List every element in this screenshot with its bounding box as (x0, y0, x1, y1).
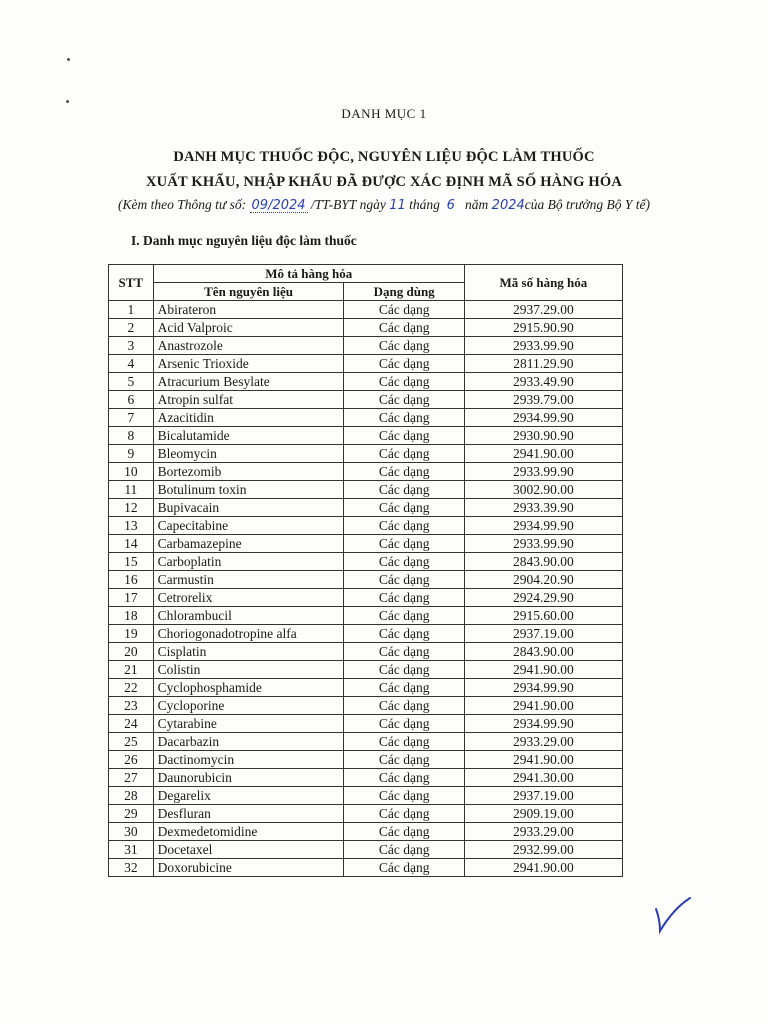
row-form: Các dạng (344, 715, 464, 733)
row-stt: 25 (109, 733, 154, 751)
row-code: 2930.90.90 (464, 427, 622, 445)
row-stt: 8 (109, 427, 154, 445)
row-stt: 30 (109, 823, 154, 841)
subtitle-suffix1: /TT-BYT ngày (310, 197, 386, 212)
row-stt: 32 (109, 859, 154, 877)
row-form: Các dạng (344, 679, 464, 697)
row-name: Anastrozole (153, 337, 344, 355)
row-name: Cycloporine (153, 697, 344, 715)
subtitle-suffix2: của Bộ trưởng Bộ Y tế) (524, 197, 650, 212)
row-form: Các dạng (344, 535, 464, 553)
row-code: 2915.60.00 (464, 607, 622, 625)
row-form: Các dạng (344, 427, 464, 445)
row-code: 2937.29.00 (464, 301, 622, 319)
subtitle-prefix: (Kèm theo Thông tư số: (118, 197, 247, 212)
table-row (109, 679, 623, 697)
row-stt: 6 (109, 391, 154, 409)
circular-number: 09/2024 (251, 198, 306, 213)
row-stt: 15 (109, 553, 154, 571)
row-form: Các dạng (344, 733, 464, 751)
row-form: Các dạng (344, 823, 464, 841)
row-name: Dexmedetomidine (153, 823, 344, 841)
row-stt: 3 (109, 337, 154, 355)
row-stt: 21 (109, 661, 154, 679)
section-heading: I. Danh mục nguyên liệu độc làm thuốc (131, 233, 357, 248)
row-stt: 19 (109, 625, 154, 643)
table-row (109, 607, 623, 625)
row-name: Bortezomib (153, 463, 344, 481)
table-row (109, 391, 623, 409)
row-form: Các dạng (344, 769, 464, 787)
row-form: Các dạng (344, 391, 464, 409)
table-row (109, 733, 623, 751)
row-code: 2941.90.00 (464, 859, 622, 877)
row-code: 3002.90.00 (464, 481, 622, 499)
row-form: Các dạng (344, 751, 464, 769)
row-code: 2915.90.90 (464, 319, 622, 337)
row-name: Capecitabine (153, 517, 344, 535)
table-row (109, 661, 623, 679)
scan-speck (66, 100, 69, 103)
row-code: 2941.90.00 (464, 445, 622, 463)
row-stt: 2 (109, 319, 154, 337)
row-code: 2924.29.90 (464, 589, 622, 607)
row-name: Chlorambucil (153, 607, 344, 625)
row-name: Acid Valproic (153, 319, 344, 337)
row-form: Các dạng (344, 445, 464, 463)
row-name: Daunorubicin (153, 769, 344, 787)
row-code: 2933.99.90 (464, 535, 622, 553)
table-row (109, 337, 623, 355)
table-row (109, 751, 623, 769)
row-code: 2933.29.00 (464, 823, 622, 841)
header-code: Mã số hàng hóa (464, 265, 622, 301)
header-description: Mô tả hàng hóa (153, 265, 464, 283)
row-form: Các dạng (344, 553, 464, 571)
table-row (109, 463, 623, 481)
row-code: 2932.99.00 (464, 841, 622, 859)
row-stt: 18 (109, 607, 154, 625)
row-name: Bleomycin (153, 445, 344, 463)
row-code: 2933.39.90 (464, 499, 622, 517)
table-row (109, 787, 623, 805)
row-code: 2941.90.00 (464, 751, 622, 769)
document-title-line1: DANH MỤC THUỐC ĐỘC, NGUYÊN LIỆU ĐỘC LÀM THUỐC (173, 149, 595, 165)
row-name: Atracurium Besylate (153, 373, 344, 391)
row-code: 2909.19.00 (464, 805, 622, 823)
row-name: Carmustin (153, 571, 344, 589)
row-form: Các dạng (344, 319, 464, 337)
table-body (109, 301, 623, 877)
table-row (109, 625, 623, 643)
table-row (109, 589, 623, 607)
row-code: 2941.90.00 (464, 661, 622, 679)
row-stt: 12 (109, 499, 154, 517)
row-code: 2933.29.00 (464, 733, 622, 751)
row-code: 2933.99.90 (464, 337, 622, 355)
row-form: Các dạng (344, 787, 464, 805)
row-name: Abirateron (153, 301, 344, 319)
row-name: Carbamazepine (153, 535, 344, 553)
table-row (109, 409, 623, 427)
row-stt: 27 (109, 769, 154, 787)
row-name: Bupivacain (153, 499, 344, 517)
row-name: Desfluran (153, 805, 344, 823)
header-name: Tên nguyên liệu (153, 283, 344, 301)
scan-speck (67, 58, 70, 61)
row-stt: 13 (109, 517, 154, 535)
row-stt: 4 (109, 355, 154, 373)
row-stt: 24 (109, 715, 154, 733)
table-row (109, 805, 623, 823)
year-label: năm (465, 197, 489, 212)
row-code: 2941.90.00 (464, 697, 622, 715)
table-row (109, 841, 623, 859)
row-stt: 22 (109, 679, 154, 697)
row-name: Arsenic Trioxide (153, 355, 344, 373)
header-stt: STT (109, 265, 154, 301)
row-stt: 23 (109, 697, 154, 715)
table-header-row (109, 265, 623, 283)
row-code: 2933.99.90 (464, 463, 622, 481)
row-name: Atropin sulfat (153, 391, 344, 409)
table-row (109, 697, 623, 715)
row-code: 2937.19.00 (464, 787, 622, 805)
table-row (109, 553, 623, 571)
row-name: Cytarabine (153, 715, 344, 733)
row-code: 2934.99.90 (464, 679, 622, 697)
row-code: 2933.49.90 (464, 373, 622, 391)
table-row (109, 301, 623, 319)
row-form: Các dạng (344, 337, 464, 355)
checkmark-icon (650, 895, 694, 935)
row-form: Các dạng (344, 859, 464, 877)
row-stt: 17 (109, 589, 154, 607)
issue-day: 11 (389, 198, 406, 213)
row-name: Cetrorelix (153, 589, 344, 607)
table-row (109, 643, 623, 661)
row-name: Azacitidin (153, 409, 344, 427)
table-row (109, 319, 623, 337)
row-form: Các dạng (344, 409, 464, 427)
row-form: Các dạng (344, 643, 464, 661)
table-row (109, 427, 623, 445)
row-code: 2941.30.00 (464, 769, 622, 787)
row-code: 2843.90.00 (464, 643, 622, 661)
row-form: Các dạng (344, 481, 464, 499)
issue-year: 2024 (491, 198, 525, 213)
header-form: Dạng dùng (344, 283, 464, 301)
row-code: 2934.99.90 (464, 409, 622, 427)
catalog-number: DANH MỤC 1 (341, 106, 427, 121)
row-name: Cisplatin (153, 643, 344, 661)
row-form: Các dạng (344, 571, 464, 589)
row-stt: 20 (109, 643, 154, 661)
table-row (109, 373, 623, 391)
table-row (109, 715, 623, 733)
table-row (109, 823, 623, 841)
row-form: Các dạng (344, 463, 464, 481)
month-label: tháng (409, 197, 440, 212)
row-stt: 14 (109, 535, 154, 553)
row-name: Doxorubicine (153, 859, 344, 877)
row-form: Các dạng (344, 607, 464, 625)
row-form: Các dạng (344, 805, 464, 823)
row-stt: 9 (109, 445, 154, 463)
row-stt: 31 (109, 841, 154, 859)
row-stt: 29 (109, 805, 154, 823)
row-form: Các dạng (344, 517, 464, 535)
row-form: Các dạng (344, 697, 464, 715)
row-form: Các dạng (344, 301, 464, 319)
issue-month: 6 (446, 198, 455, 213)
document-title-line2: XUẤT KHẨU, NHẬP KHẨU ĐÃ ĐƯỢC XÁC ĐỊNH MÃ SỐ HÀNG HÓA (145, 174, 622, 190)
row-stt: 1 (109, 301, 154, 319)
row-name: Botulinum toxin (153, 481, 344, 499)
row-code: 2934.99.90 (464, 715, 622, 733)
row-form: Các dạng (344, 355, 464, 373)
row-form: Các dạng (344, 625, 464, 643)
row-stt: 28 (109, 787, 154, 805)
table-row (109, 769, 623, 787)
table-row (109, 517, 623, 535)
row-form: Các dạng (344, 373, 464, 391)
row-code: 2939.79.00 (464, 391, 622, 409)
row-code: 2937.19.00 (464, 625, 622, 643)
row-stt: 16 (109, 571, 154, 589)
row-code: 2843.90.00 (464, 553, 622, 571)
row-stt: 11 (109, 481, 154, 499)
row-name: Cyclophosphamide (153, 679, 344, 697)
table-row (109, 499, 623, 517)
row-name: Degarelix (153, 787, 344, 805)
table-row (109, 535, 623, 553)
table-row (109, 355, 623, 373)
row-form: Các dạng (344, 499, 464, 517)
row-name: Colistin (153, 661, 344, 679)
ingredients-table (108, 264, 623, 877)
row-code: 2811.29.90 (464, 355, 622, 373)
row-stt: 7 (109, 409, 154, 427)
table-row (109, 481, 623, 499)
row-stt: 5 (109, 373, 154, 391)
row-code: 2904.20.90 (464, 571, 622, 589)
row-form: Các dạng (344, 661, 464, 679)
table-row (109, 571, 623, 589)
table-row (109, 445, 623, 463)
row-name: Dacarbazin (153, 733, 344, 751)
row-stt: 26 (109, 751, 154, 769)
row-name: Dactinomycin (153, 751, 344, 769)
table-row (109, 859, 623, 877)
row-form: Các dạng (344, 589, 464, 607)
row-name: Docetaxel (153, 841, 344, 859)
row-name: Choriogonadotropine alfa (153, 625, 344, 643)
row-name: Bicalutamide (153, 427, 344, 445)
document-subtitle (0, 197, 768, 213)
row-name: Carboplatin (153, 553, 344, 571)
row-form: Các dạng (344, 841, 464, 859)
row-code: 2934.99.90 (464, 517, 622, 535)
row-stt: 10 (109, 463, 154, 481)
